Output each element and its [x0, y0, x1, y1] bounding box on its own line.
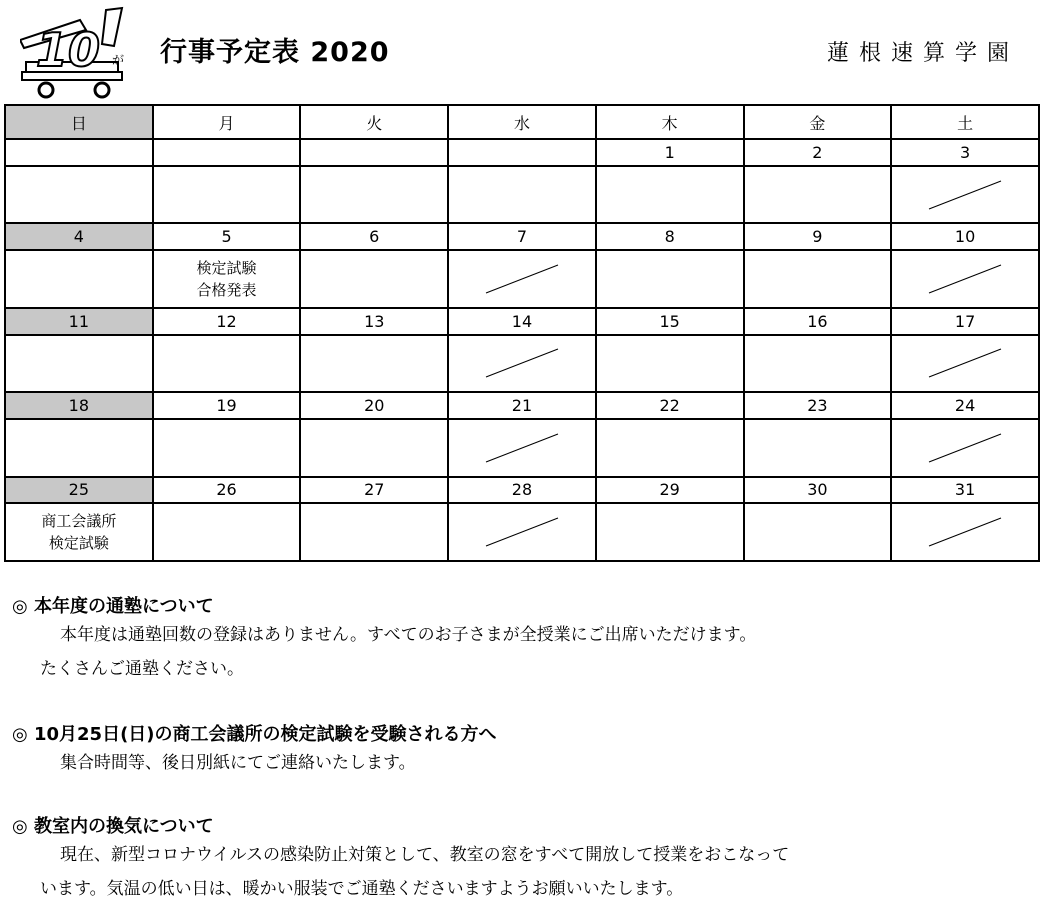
weekday-header: 木 [596, 105, 744, 139]
date-cell: 15 [596, 308, 744, 335]
weekday-header: 月 [153, 105, 301, 139]
date-row [5, 308, 1039, 335]
date-cell: 22 [596, 392, 744, 419]
event-cell [744, 166, 892, 224]
event-cell [5, 166, 153, 224]
event-row [5, 335, 1039, 393]
notice-body-line [12, 652, 1032, 686]
date-cell [153, 139, 301, 166]
weekday-header-row [5, 105, 1039, 139]
date-cell: 6 [300, 223, 448, 250]
event-cell [5, 335, 153, 393]
notice-heading: ◎ 本年度の通塾について [12, 596, 214, 617]
date-cell: 11 [5, 308, 153, 335]
date-cell: 18 [5, 392, 153, 419]
date-cell: 12 [153, 308, 301, 335]
date-cell: 26 [153, 477, 301, 504]
event-cell [891, 250, 1039, 308]
event-cell [891, 503, 1039, 561]
date-row [5, 477, 1039, 504]
event-row [5, 166, 1039, 224]
date-cell: 27 [300, 477, 448, 504]
event-text: 合格発表 [196, 280, 257, 299]
date-row [5, 223, 1039, 250]
event-cell [596, 503, 744, 561]
date-cell: 20 [300, 392, 448, 419]
event-text: 検定試験 [196, 258, 257, 277]
notice-text: 現在、新型コロナウイルスの感染防止対策として、教室の窓をすべて開放して授業をおこなって [60, 845, 790, 865]
event-cell [153, 250, 301, 308]
notice-text: 集合時間等、後日別紙にてご連絡いたします。 [60, 753, 416, 773]
notice-text: います。気温の低い日は、暖かい服装でご通塾くださいますようお願いいたします。 [40, 879, 684, 899]
notice-text: 本年度は通塾回数の登録はありません。すべてのお子さまが全授業にご出席いただけます。 [60, 625, 757, 645]
event-cell [596, 250, 744, 308]
event-row [5, 503, 1039, 561]
school-name: 蓮根速算学園 [826, 41, 1019, 66]
weekday-header: 日 [5, 105, 153, 139]
closed-day-slash [925, 512, 1005, 552]
event-cell [744, 419, 892, 477]
closed-day-slash [925, 428, 1005, 468]
notice-heading: ◎ 10月25日(日)の商工会議所の検定試験を受験される方へ [12, 724, 497, 745]
date-cell: 24 [891, 392, 1039, 419]
event-cell [5, 250, 153, 308]
event-cell [448, 166, 596, 224]
closed-day-slash [482, 259, 562, 299]
weekday-header: 水 [448, 105, 596, 139]
event-cell [300, 250, 448, 308]
date-cell [300, 139, 448, 166]
event-cell [744, 250, 892, 308]
date-cell: 21 [448, 392, 596, 419]
closed-day-slash [482, 512, 562, 552]
event-cell [153, 166, 301, 224]
notice-text: たくさんご通塾ください。 [40, 659, 244, 679]
date-cell: 17 [891, 308, 1039, 335]
event-cell [153, 503, 301, 561]
date-cell: 2 [744, 139, 892, 166]
date-cell: 1 [596, 139, 744, 166]
notice-body-line [12, 618, 1032, 652]
event-text: 検定試験 [48, 534, 109, 553]
notice-body-line [12, 838, 1032, 872]
date-cell: 16 [744, 308, 892, 335]
event-cell [300, 503, 448, 561]
date-row [5, 139, 1039, 166]
event-cell [448, 335, 596, 393]
event-cell [891, 166, 1039, 224]
date-cell: 13 [300, 308, 448, 335]
event-text: 商工会議所 [41, 512, 117, 531]
date-cell: 4 [5, 223, 153, 250]
date-cell: 5 [153, 223, 301, 250]
notice-body-line [12, 746, 1032, 780]
closed-day-slash [925, 259, 1005, 299]
date-cell: 10 [891, 223, 1039, 250]
weekday-header: 金 [744, 105, 892, 139]
closed-day-slash [482, 343, 562, 383]
closed-day-slash [925, 343, 1005, 383]
date-cell: 29 [596, 477, 744, 504]
event-cell [153, 335, 301, 393]
notice-section [12, 592, 1032, 686]
notice-heading: ◎ 教室内の換気について [12, 816, 214, 837]
logo-suffix: が [112, 53, 125, 67]
event-cell [300, 419, 448, 477]
logo-10th-anniversary [20, 6, 128, 102]
date-cell: 31 [891, 477, 1039, 504]
event-row [5, 419, 1039, 477]
calendar-table [4, 104, 1040, 562]
notice-body-line [12, 872, 1032, 906]
event-cell [448, 419, 596, 477]
closed-day-slash [482, 428, 562, 468]
date-cell [5, 139, 153, 166]
page-title: 行事予定表 2020 [160, 37, 390, 68]
event-cell [596, 335, 744, 393]
date-cell: 7 [448, 223, 596, 250]
date-row [5, 392, 1039, 419]
date-cell: 8 [596, 223, 744, 250]
event-cell [5, 419, 153, 477]
closed-day-slash [925, 175, 1005, 215]
event-cell [891, 335, 1039, 393]
date-cell: 14 [448, 308, 596, 335]
event-cell [744, 503, 892, 561]
notice-section [12, 720, 1032, 780]
event-cell [5, 503, 153, 561]
date-cell: 3 [891, 139, 1039, 166]
date-cell: 28 [448, 477, 596, 504]
event-cell [891, 419, 1039, 477]
event-cell [300, 166, 448, 224]
event-cell [744, 335, 892, 393]
date-cell: 23 [744, 392, 892, 419]
date-cell: 19 [153, 392, 301, 419]
date-cell: 30 [744, 477, 892, 504]
event-cell [448, 503, 596, 561]
event-cell [448, 250, 596, 308]
date-cell: 9 [744, 223, 892, 250]
notice-section [12, 812, 1032, 906]
event-cell [596, 419, 744, 477]
weekday-header: 火 [300, 105, 448, 139]
event-cell [300, 335, 448, 393]
event-cell [153, 419, 301, 477]
event-cell [596, 166, 744, 224]
weekday-header: 土 [891, 105, 1039, 139]
date-cell: 25 [5, 477, 153, 504]
logo-number: 10 [35, 23, 101, 77]
date-cell [448, 139, 596, 166]
event-row [5, 250, 1039, 308]
